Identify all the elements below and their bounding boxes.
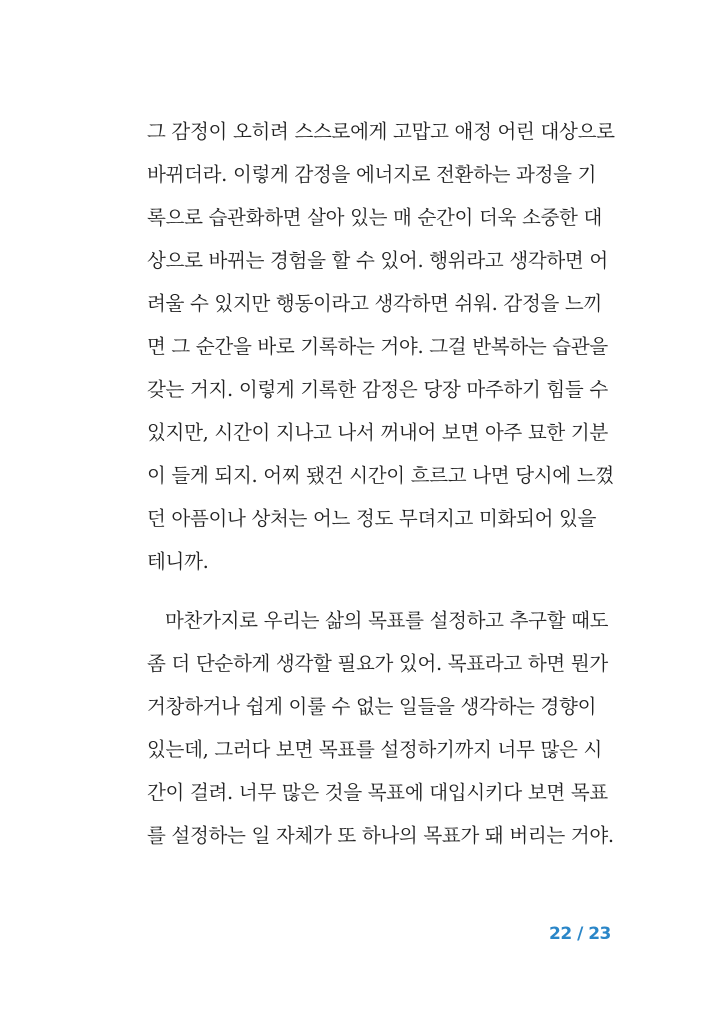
text-line: 갖는 거지. 이렇게 기록한 감정은 당장 마주하기 힘들 수 [147, 378, 608, 401]
text-line: 상으로 바뀌는 경험을 할 수 있어. 행위라고 생각하면 어 [147, 249, 608, 272]
paragraph-1 [147, 110, 615, 583]
text-line: 있지만, 시간이 지나고 나서 꺼내어 보면 아주 묘한 기분 [147, 421, 608, 444]
text-line: 좀 더 단순하게 생각할 필요가 있어. 목표라고 하면 뭔가 [147, 652, 608, 675]
text-line: 있는데, 그러다 보면 목표를 설정하기까지 너무 많은 시 [147, 738, 603, 761]
paragraph-2 [147, 599, 614, 857]
text-line: 거창하거나 쉽게 이룰 수 없는 일들을 생각하는 경향이 [147, 695, 597, 718]
text-line: 려울 수 있지만 행동이라고 생각하면 쉬워. 감정을 느끼 [147, 292, 603, 315]
text-line: 던 아픔이나 상처는 어느 정도 무뎌지고 미화되어 있을 [147, 507, 597, 530]
text-line: 바뀌더라. 이렇게 감정을 에너지로 전환하는 과정을 기 [147, 163, 597, 186]
text-line: 간이 걸려. 너무 많은 것을 목표에 대입시키다 보면 목표 [147, 781, 608, 804]
text-line: 를 설정하는 일 자체가 또 하나의 목표가 돼 버리는 거야. [147, 824, 614, 847]
text-line: 테니까. [147, 550, 209, 573]
text-line: 이 들게 되지. 어찌 됐건 시간이 흐르고 나면 당시에 느꼈 [147, 464, 614, 487]
text-line: 면 그 순간을 바로 기록하는 거야. 그걸 반복하는 습관을 [147, 335, 608, 358]
text-line: 그 감정이 오히려 스스로에게 고맙고 애정 어린 대상으로 [147, 120, 615, 143]
text-line: 록으로 습관화하면 살아 있는 매 순간이 더욱 소중한 대 [147, 206, 603, 229]
text-line: 마찬가지로 우리는 삶의 목표를 설정하고 추구할 때도 [165, 609, 609, 632]
page-number: 22 / 23 [549, 924, 611, 944]
